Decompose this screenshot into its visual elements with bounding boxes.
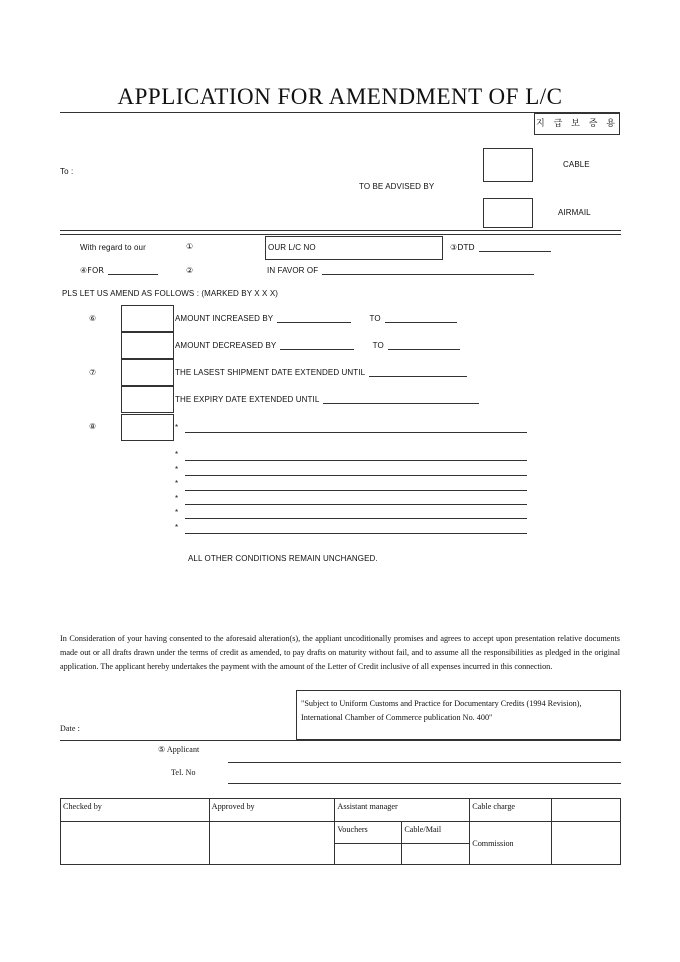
cable-label: CABLE — [563, 160, 590, 169]
cable-mail-header: Cable/Mail — [402, 822, 470, 844]
lc-number-label: OUR L/C NO — [268, 243, 316, 252]
shipment-date-label: THE LASEST SHIPMENT DATE EXTENDED UNTIL — [175, 368, 366, 377]
amount-decreased-label: AMOUNT DECREASED BY — [175, 341, 277, 350]
dtd-label: ③DTD — [450, 243, 475, 252]
lc-number-field[interactable] — [265, 236, 443, 260]
other-amend-bullet: * — [175, 423, 179, 432]
amount-decreased-underline — [280, 341, 354, 350]
extra-bullet-6: * — [175, 523, 179, 532]
consideration-paragraph: In Consideration of your having consented to the aforesaid alteration(s), the appliant uncoditionally promises and agrees to accept upon presentation relative documents made out or all drafts drawn under the terms of credit as amended, to pay drafts on maturity without fail, and to assume all the responsibilities as pledged in the original application. The applicant hereby undertakes the payment with the amount of the Letter of Credit inclusive of all expenses incurred in this connection. — [60, 634, 620, 672]
expiry-date-label: THE EXPIRY DATE EXTENDED UNTIL — [175, 395, 320, 404]
dtd-field[interactable] — [450, 243, 551, 252]
favor-field[interactable] — [267, 266, 534, 275]
vouchers-header: Vouchers — [335, 822, 402, 844]
amount-decreased-to-label: TO — [372, 341, 384, 350]
airmail-label: AIRMAIL — [558, 208, 591, 217]
for-label: ④FOR — [80, 266, 105, 275]
cable-charge-value[interactable] — [552, 799, 621, 822]
marker-1: ① — [186, 242, 194, 251]
cable-mail-value[interactable] — [402, 844, 470, 865]
extra-bullet-2: * — [175, 465, 179, 474]
extra-bullet-4: * — [175, 494, 179, 503]
applicant-line[interactable] — [228, 762, 621, 763]
amount-increased-checkbox[interactable] — [121, 305, 174, 332]
date-row-bottom-line — [60, 740, 621, 741]
divider-double-bottom — [60, 234, 621, 235]
extra-line-1[interactable] — [185, 460, 527, 461]
checked-by-header: Checked by — [61, 799, 210, 822]
amount-decreased-field[interactable] — [175, 341, 460, 350]
extra-line-2[interactable] — [185, 475, 527, 476]
marker-8: ⑧ — [89, 422, 97, 431]
with-regard-label: With regard to our — [80, 243, 146, 252]
divider-double-top — [60, 230, 621, 231]
marker-6: ⑥ — [89, 314, 97, 323]
amount-increased-underline — [277, 314, 351, 323]
tel-line[interactable] — [228, 783, 621, 784]
other-amend-line[interactable] — [185, 432, 527, 433]
for-underline — [108, 266, 158, 275]
approved-by-header: Approved by — [209, 799, 335, 822]
shipment-date-field[interactable] — [175, 368, 467, 377]
expiry-date-checkbox[interactable] — [121, 386, 174, 413]
approved-by-sign[interactable] — [209, 822, 335, 865]
extra-line-3[interactable] — [185, 490, 527, 491]
page-title: APPLICATION FOR AMENDMENT OF L/C — [117, 84, 563, 109]
tel-label: Tel. No — [171, 768, 196, 777]
date-label: Date : — [60, 724, 80, 733]
dtd-underline — [479, 243, 551, 252]
extra-line-5[interactable] — [185, 518, 527, 519]
assistant-manager-header: Assistant manager — [335, 799, 470, 822]
amount-decreased-checkbox[interactable] — [121, 332, 174, 359]
to-label: To : — [60, 167, 74, 176]
extra-bullet-3: * — [175, 479, 179, 488]
expiry-date-underline — [323, 395, 479, 404]
commission-value[interactable] — [552, 822, 621, 865]
amend-intro: PLS LET US AMEND AS FOLLOWS : (MARKED BY X X X) — [62, 289, 279, 298]
applicant-label: ⑤ Applicant — [158, 745, 200, 754]
marker-7: ⑦ — [89, 368, 97, 377]
for-field[interactable] — [80, 266, 158, 275]
extra-bullet-1: * — [175, 450, 179, 459]
amount-decreased-to-underline — [388, 341, 460, 350]
favor-label: IN FAVOR OF — [267, 266, 319, 275]
favor-underline — [322, 266, 534, 275]
advised-by-label: TO BE ADVISED BY — [359, 182, 435, 191]
amount-increased-to-underline — [385, 314, 457, 323]
amount-increased-to-label: TO — [369, 314, 381, 323]
payment-guarantee-tag: 지 급 보 증 용 — [534, 113, 620, 135]
checked-by-sign[interactable] — [61, 822, 210, 865]
vouchers-value[interactable] — [335, 844, 402, 865]
signoff-table — [60, 798, 621, 865]
other-amend-checkbox[interactable] — [121, 414, 174, 441]
commission-header: Commission — [470, 822, 552, 865]
extra-line-4[interactable] — [185, 504, 527, 505]
ucp-notice: "Subject to Uniform Customs and Practice for Documentary Credits (1994 Revision), International Chamber of Commerce publication No. 400" — [296, 690, 621, 740]
amount-increased-label: AMOUNT INCREASED BY — [175, 314, 274, 323]
extra-line-6[interactable] — [185, 533, 527, 534]
extra-bullet-5: * — [175, 508, 179, 517]
cable-checkbox[interactable] — [483, 148, 533, 182]
cable-charge-header: Cable charge — [470, 799, 552, 822]
shipment-date-underline — [369, 368, 467, 377]
shipment-date-checkbox[interactable] — [121, 359, 174, 386]
amount-increased-field[interactable] — [175, 314, 457, 323]
expiry-date-field[interactable] — [175, 395, 479, 404]
airmail-checkbox[interactable] — [483, 198, 533, 228]
marker-2: ② — [186, 266, 194, 275]
closing-statement: ALL OTHER CONDITIONS REMAIN UNCHANGED. — [188, 554, 378, 563]
